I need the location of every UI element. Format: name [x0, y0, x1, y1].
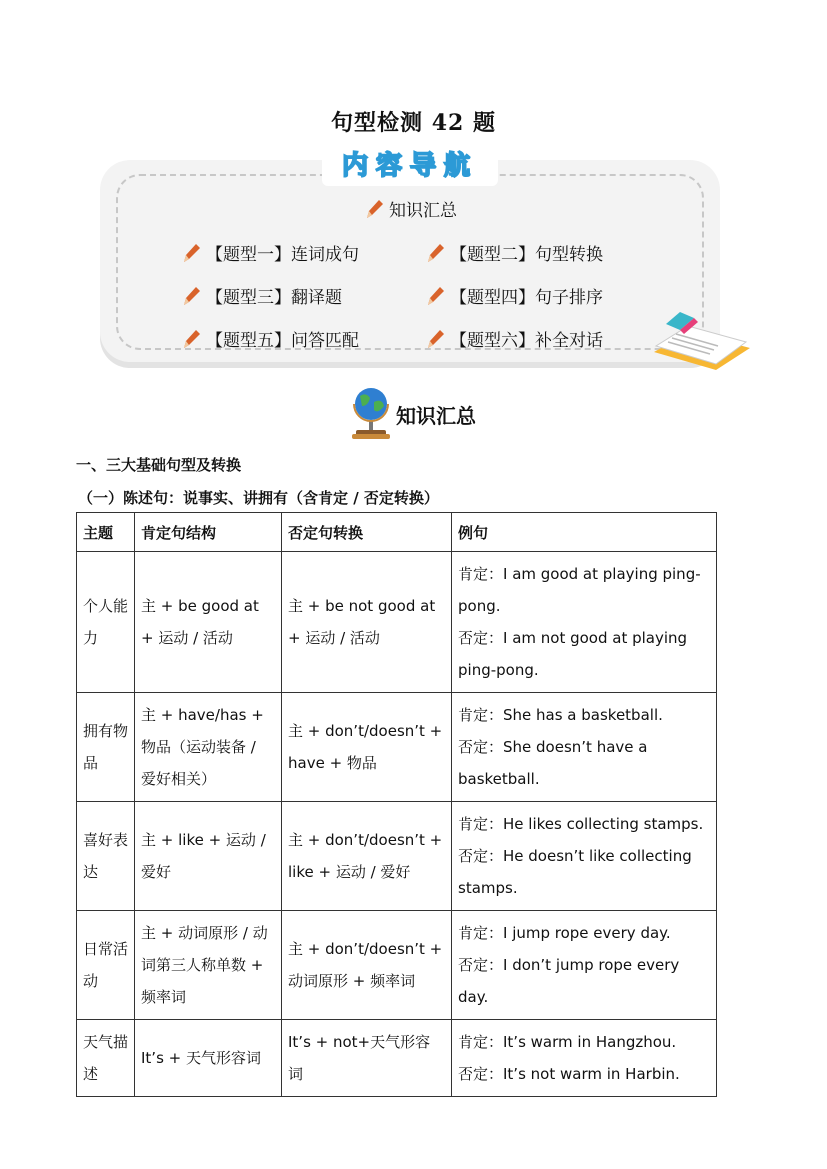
content-navigation-banner: 内容导航: [322, 146, 498, 186]
cell-positive: 主 + be good at + 运动 / 活动: [135, 552, 282, 693]
nav-item-label: 【题型五】问答匹配: [206, 331, 359, 351]
cell-topic: 天气描述: [77, 1020, 135, 1097]
pencil-icon: [424, 285, 446, 307]
heading-level-2: （一）陈述句：说事实、讲拥有（含肯定 / 否定转换）: [78, 489, 439, 507]
table-row: [77, 552, 717, 693]
pencil-icon: [424, 328, 446, 350]
cell-negative: It’s + not+天气形容词: [282, 1020, 452, 1097]
table-row: [77, 911, 717, 1020]
header-example: 例句: [452, 513, 717, 552]
example-positive: 肯定：She has a basketball.: [458, 706, 663, 724]
nav-knowledge-summary[interactable]: [100, 196, 720, 221]
pencil-icon: [180, 242, 202, 264]
nav-item-type-1[interactable]: [180, 240, 359, 265]
cell-topic: 喜好表达: [77, 802, 135, 911]
table-header-row: [77, 513, 717, 552]
pencil-icon: [180, 328, 202, 350]
example-positive: 肯定：I jump rope every day.: [458, 924, 671, 942]
cell-negative: 主 + don’t/doesn’t + like + 运动 / 爱好: [282, 802, 452, 911]
example-negative: 否定：I am not good at playing ping-pong.: [458, 629, 688, 679]
table-row: [77, 1020, 717, 1097]
nav-item-type-5[interactable]: [180, 326, 359, 351]
example-negative: 否定：It’s not warm in Harbin.: [458, 1065, 680, 1083]
section-title: 知识汇总: [396, 404, 476, 428]
document-title: 句型检测 42 题: [331, 110, 496, 136]
header-topic: 主题: [77, 513, 135, 552]
content-navigation-card: [100, 151, 720, 368]
cell-example: [452, 1020, 717, 1097]
cell-positive: 主 + 动词原形 / 动词第三人称单数 + 频率词: [135, 911, 282, 1020]
cell-negative: 主 + don’t/doesn’t + 动词原形 + 频率词: [282, 911, 452, 1020]
globe-icon: [350, 384, 392, 440]
nav-item-label: 【题型三】翻译题: [206, 288, 342, 308]
pencil-icon: [180, 285, 202, 307]
sentence-pattern-table: [76, 512, 717, 1097]
header-positive-structure: 肯定句结构: [135, 513, 282, 552]
pencil-icon: [363, 198, 385, 220]
cell-topic: 日常活动: [77, 911, 135, 1020]
nav-head-label: 知识汇总: [389, 201, 457, 221]
nav-item-type-2[interactable]: [424, 240, 603, 265]
header-negative-conversion: 否定句转换: [282, 513, 452, 552]
example-positive: 肯定：It’s warm in Hangzhou.: [458, 1033, 677, 1051]
nav-item-label: 【题型六】补全对话: [450, 331, 603, 351]
cell-negative: 主 + be not good at + 运动 / 活动: [282, 552, 452, 693]
cell-positive: 主 + like + 运动 / 爱好: [135, 802, 282, 911]
cell-positive: 主 + have/has + 物品（运动装备 / 爱好相关）: [135, 693, 282, 802]
cell-positive: It’s + 天气形容词: [135, 1020, 282, 1097]
nav-item-label: 【题型一】连词成句: [206, 245, 359, 265]
cell-negative: 主 + don’t/doesn’t + have + 物品: [282, 693, 452, 802]
example-negative: 否定：She doesn’t have a basketball.: [458, 738, 648, 788]
table-row: [77, 693, 717, 802]
pencil-icon: [424, 242, 446, 264]
table-row: [77, 802, 717, 911]
cell-example: [452, 693, 717, 802]
example-positive: 肯定：I am good at playing ping-pong.: [458, 565, 701, 615]
nav-item-label: 【题型四】句子排序: [450, 288, 603, 308]
nav-item-type-4[interactable]: [424, 283, 603, 308]
example-negative: 否定：He doesn’t like collecting stamps.: [458, 847, 692, 897]
example-positive: 肯定：He likes collecting stamps.: [458, 815, 704, 833]
cell-topic: 个人能力: [77, 552, 135, 693]
nav-item-type-6[interactable]: [424, 326, 603, 351]
cell-example: [452, 911, 717, 1020]
heading-level-1: 一、三大基础句型及转换: [76, 456, 242, 474]
cell-example: [452, 552, 717, 693]
cell-example: [452, 802, 717, 911]
cell-topic: 拥有物品: [77, 693, 135, 802]
nav-item-type-3[interactable]: [180, 283, 342, 308]
nav-item-label: 【题型二】句型转换: [450, 245, 603, 265]
example-negative: 否定：I don’t jump rope every day.: [458, 956, 680, 1006]
book-illustration-icon: [646, 308, 756, 378]
